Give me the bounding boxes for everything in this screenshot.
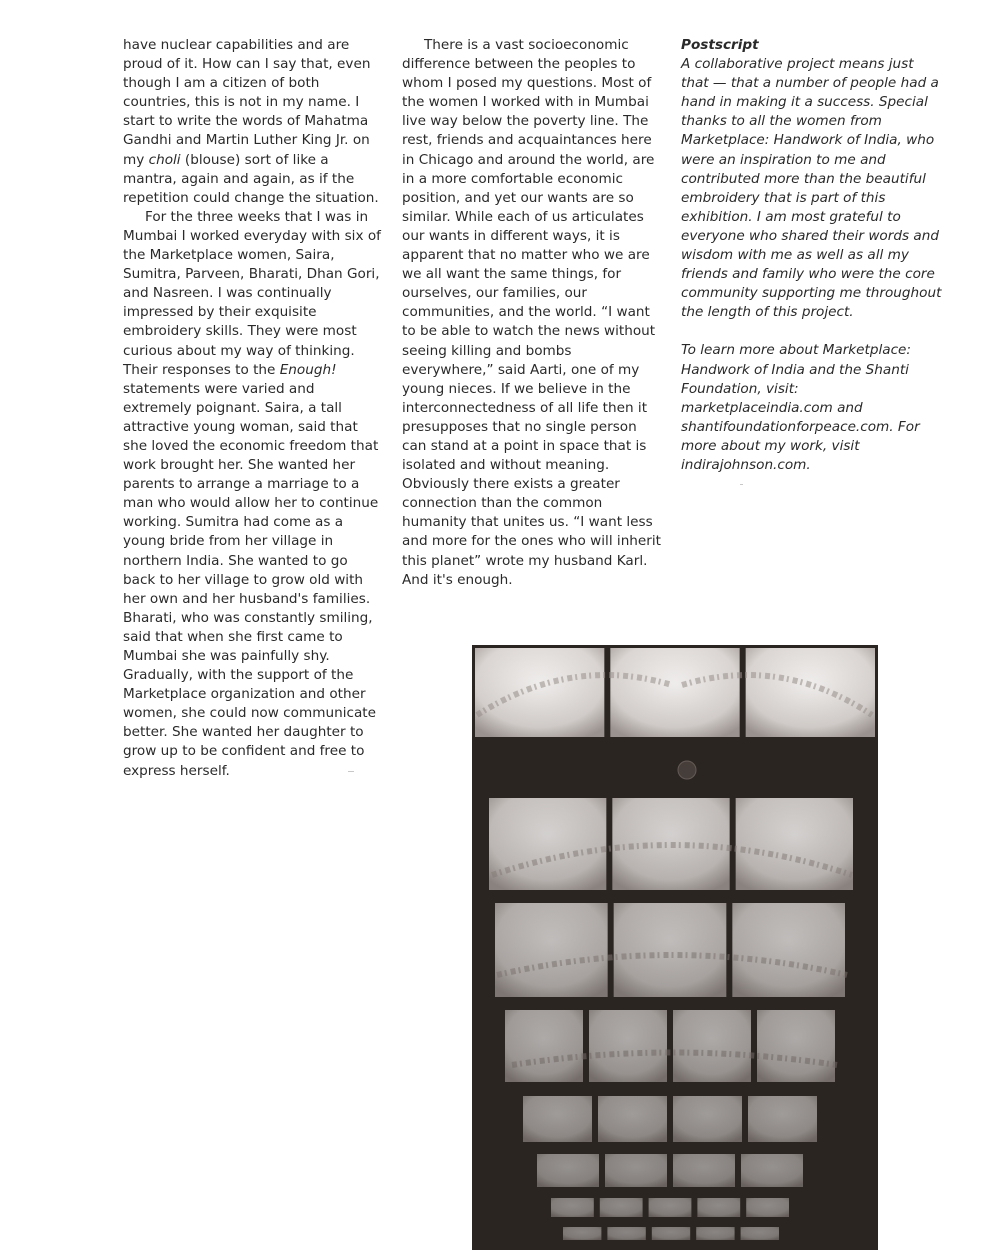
- postscript-heading: Postscript: [681, 37, 759, 53]
- postscript-body: A collaborative project means just that — that a number of people had a hand in making it a success. Special thanks to all the women from Marketplace: Handwork of India, who were an inspiration to me and contributed more than the beautiful embroidery that is part of this exhibition. I am most grateful to everyone who shared their words and wisdom with me as well as all my friends and family who were the core community supporting me throughout the length of this project.: [681, 56, 942, 321]
- print-speck: [740, 484, 743, 485]
- paragraph: have nuclear capabilities and are proud of it. How can I say that, even though I am a citizen of both countries, this is not in my name. I start to write the words of Mahatma Gandhi and Martin Luther King Jr. on my choli (blouse) sort of like a mantra, again and again, as if the repetition could change the situation.: [123, 37, 379, 206]
- text-column-2: [402, 36, 664, 590]
- ceiling-installation-photo: [472, 645, 878, 1250]
- learn-more-text: To learn more about Marketplace: Handwork of India and the Shanti Foundation, visit: marketplaceindia.com and shantifoundationforpeace.com. For more about my work, visit indirajohnson.com.: [681, 342, 920, 473]
- depth-shading: [472, 645, 878, 1250]
- text-column-1: [123, 36, 383, 781]
- postscript-column: [681, 36, 943, 475]
- print-speck: [348, 771, 354, 772]
- paragraph: For the three weeks that I was in Mumbai I worked everyday with six of the Marketplace women, Saira, Sumitra, Parveen, Bharati, Dhan Gori, and Nasreen. I was continually impressed by their exquisite embroidery skills. They were most curious about my way of thinking. Their responses to the Enough! statements were varied and extremely poignant. Saira, a tall attractive young woman, said that she loved the economic freedom that work brought her. She wanted her parents to arrange a marriage to a man who would allow her to continue working. Sumitra had come as a young bride from her village in northern India. She wanted to go back to her village to grow old with her own and her husband's families. Bharati, who was constantly smiling, said that when she first came to Mumbai she was painfully shy. Gradually, with the support of the Marketplace organization and other women, she could now communicate better. She wanted her daughter to grow up to be confident and free to express herself.: [123, 208, 381, 779]
- ceiling-illustration: [472, 645, 878, 1250]
- paragraph: There is a vast socioeconomic difference between the peoples to whom I posed my questions. Most of the women I worked with in Mumbai live way below the poverty line. The rest, friends and acquaintances here in Chicago and around the world, are in a more comfortable economic position, and yet our wants are so similar. While each of us articulates our wants in different ways, it is apparent that no matter who we are we all want the same things, for ourselves, our families, our communities, and the world. “I want to be able to watch the news without seeing killing and bombs everywhere,” said Aarti, one of my young nieces. If we believe in the interconnectedness of all life then it presupposes that no single person can stand at a point in space that is isolated and without meaning. Obviously there exists a greater connection than the common humanity that unites us. “I want less and more for the ones who will inherit this planet” wrote my husband Karl. And it's enough.: [402, 37, 661, 588]
